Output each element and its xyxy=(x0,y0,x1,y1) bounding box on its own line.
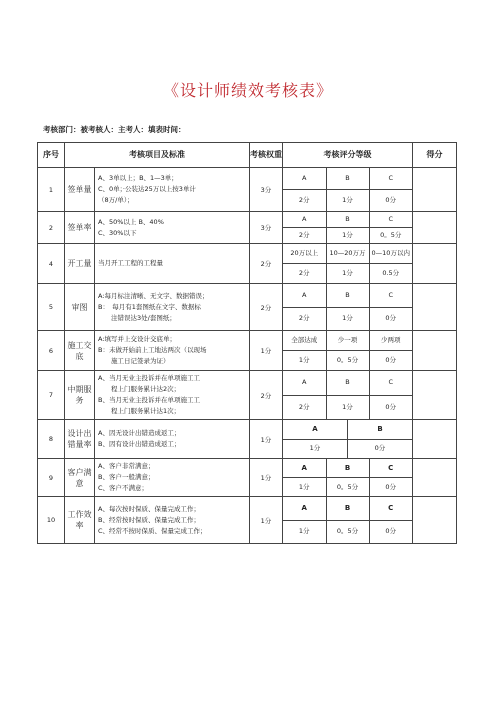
grade-level: B xyxy=(348,420,413,439)
assessment-table xyxy=(37,142,457,544)
standard-line: B： 每月有1套图纸在文字、数据标 xyxy=(98,302,201,311)
standard-line: 程上门服务累计达1次； xyxy=(98,407,181,415)
grade-level: A xyxy=(283,212,326,228)
item-standard xyxy=(95,168,250,212)
score-cell[interactable] xyxy=(413,420,457,459)
grade-points: 0分 xyxy=(369,395,412,419)
grade-points: 1分 xyxy=(326,307,369,330)
score-cell[interactable] xyxy=(413,371,457,420)
standard-line: C、30%以下 xyxy=(98,228,137,237)
row-number: 2 xyxy=(38,212,65,244)
grade-level: 全部达成 xyxy=(283,331,326,351)
item-weight: 2分 xyxy=(250,284,283,331)
table-row xyxy=(38,244,457,284)
item-standard xyxy=(95,371,250,420)
grade-level: 0—10万以内 xyxy=(369,244,412,264)
grade-points: 1分 xyxy=(326,190,369,212)
standard-line: A、客户非常满意； xyxy=(98,462,155,470)
item-name: 签单量 xyxy=(65,168,95,212)
standard-line: 程上门服务累计达2次； xyxy=(98,385,181,393)
item-name: 设计出错量率 xyxy=(65,420,95,459)
header-item: 考核项目及标准 xyxy=(65,143,250,168)
header-score: 得分 xyxy=(413,143,457,168)
grade-points-row xyxy=(283,351,412,371)
grade-points-row xyxy=(283,264,412,284)
item-standard xyxy=(95,497,250,544)
standard-line: B、因有设计出错造成返工； xyxy=(98,440,181,448)
item-weight: 2分 xyxy=(250,371,283,420)
standard-line: B：未做开始前上工地达两次（以现场 xyxy=(98,346,207,354)
grade-points: 1分 xyxy=(283,439,348,458)
standard-line: 注错误达3处/套图纸； xyxy=(98,313,176,322)
grade-level: B xyxy=(326,459,369,478)
grade-points-row xyxy=(283,439,412,458)
grade-points: 0分 xyxy=(369,190,412,212)
grade-cell xyxy=(283,497,413,544)
grade-points: 1分 xyxy=(326,228,369,244)
score-cell[interactable] xyxy=(413,459,457,497)
standard-line: A:填写并上交设计交底单； xyxy=(98,335,177,343)
item-standard xyxy=(95,244,250,284)
grade-level: A xyxy=(283,459,326,478)
item-name: 客户满意 xyxy=(65,459,95,497)
standard-line: 当月开工工程的工程量 xyxy=(98,259,163,267)
grade-points: 0。5分 xyxy=(326,478,369,497)
item-weight: 1分 xyxy=(250,420,283,459)
header-no: 序号 xyxy=(38,143,65,168)
score-cell[interactable] xyxy=(413,168,457,212)
table-row xyxy=(38,212,457,244)
header-grade: 考核评分等级 xyxy=(283,143,413,168)
grade-level-row xyxy=(283,244,412,264)
page-title: 《设计师绩效考核表》 xyxy=(162,81,333,100)
grade-level: B xyxy=(326,168,369,190)
standard-line: B、客户一般满意； xyxy=(98,473,155,481)
grade-points: 0.5分 xyxy=(369,264,412,284)
row-number: 7 xyxy=(38,371,65,420)
grade-level: A xyxy=(283,284,326,307)
grade-level-row xyxy=(283,284,412,307)
table-row xyxy=(38,371,457,420)
grade-points: 0分 xyxy=(369,520,412,543)
grade-cell xyxy=(283,371,413,420)
grade-points-row xyxy=(283,190,412,212)
table-row xyxy=(38,459,457,497)
standard-line: A、每次按时保质、保量完成工作； xyxy=(98,504,200,513)
standard-line: A、3单以上；B、1—3单； xyxy=(98,174,178,182)
grade-points: 0。5分 xyxy=(369,228,412,244)
grade-cell xyxy=(283,420,413,459)
table-row xyxy=(38,168,457,212)
row-number: 9 xyxy=(38,459,65,497)
standard-line: A:每月标注清晰、无文字、数据错误； xyxy=(98,291,209,300)
item-name: 工作效率 xyxy=(65,497,95,544)
item-standard xyxy=(95,284,250,331)
grade-points: 0分 xyxy=(369,307,412,330)
row-number: 4 xyxy=(38,244,65,284)
grade-points: 2分 xyxy=(283,307,326,330)
item-weight: 1分 xyxy=(250,331,283,371)
grade-points: 1分 xyxy=(326,264,369,284)
grade-levels xyxy=(283,244,412,283)
grade-level: B xyxy=(326,212,369,228)
grade-levels xyxy=(283,497,412,543)
grade-level: A xyxy=(283,371,326,395)
grade-points: 2分 xyxy=(283,190,326,212)
grade-level-row xyxy=(283,420,412,439)
grade-levels xyxy=(283,284,412,330)
score-cell[interactable] xyxy=(413,331,457,371)
grade-points: 1分 xyxy=(283,351,326,371)
grade-cell xyxy=(283,284,413,331)
table-body xyxy=(38,168,457,544)
item-standard xyxy=(95,212,250,244)
grade-points-row xyxy=(283,307,412,330)
item-name: 施工交底 xyxy=(65,331,95,371)
grade-cell xyxy=(283,459,413,497)
item-standard xyxy=(95,459,250,497)
grade-levels xyxy=(283,459,412,496)
grade-points: 0。5分 xyxy=(326,351,369,371)
standard-line: （8万/单）； xyxy=(98,196,134,204)
table-row xyxy=(38,284,457,331)
grade-points: 0分 xyxy=(369,351,412,371)
item-weight: 3分 xyxy=(250,212,283,244)
standard-line: C、0单；·公装达25万以上按3单计 xyxy=(98,185,196,193)
header-weight: 考核权重 xyxy=(250,143,283,168)
grade-points: 2分 xyxy=(283,228,326,244)
grade-points: 2分 xyxy=(283,264,326,284)
row-number: 1 xyxy=(38,168,65,212)
standard-line: C、客户不满意； xyxy=(98,484,149,492)
grade-points-row xyxy=(283,520,412,543)
grade-points: 0分 xyxy=(348,439,413,458)
standard-line: B、经常按时保质、保量完成工作； xyxy=(98,515,200,524)
item-name: 审图 xyxy=(65,284,95,331)
score-cell[interactable] xyxy=(413,244,457,284)
grade-points-row xyxy=(283,478,412,497)
standard-line: A、当月无业主投诉并在单项施工工 xyxy=(98,374,200,382)
grade-level: 少两项 xyxy=(369,331,412,351)
table-row xyxy=(38,331,457,371)
grade-cell xyxy=(283,331,413,371)
standard-line: A、因无设计出错造成返工； xyxy=(98,429,181,437)
item-standard xyxy=(95,331,250,371)
standard-line: C、经常不按时保质、保量完成工作； xyxy=(98,526,207,535)
table-row xyxy=(38,497,457,544)
grade-level-row xyxy=(283,371,412,395)
grade-level: B xyxy=(326,284,369,307)
grade-level: 10—20万万 xyxy=(326,244,369,264)
grade-levels xyxy=(283,212,412,243)
grade-level: C xyxy=(369,212,412,228)
grade-level: C xyxy=(369,497,412,520)
standard-line: 施工日记签录为证） xyxy=(98,357,170,365)
grade-level: C xyxy=(369,459,412,478)
standard-line: B、当月无业主投诉并在单项施工工 xyxy=(98,396,200,404)
table-header-row xyxy=(38,143,457,168)
grade-level: 20万以上 xyxy=(283,244,326,264)
grade-level-row xyxy=(283,168,412,190)
grade-level-row xyxy=(283,497,412,520)
item-weight: 1分 xyxy=(250,497,283,544)
grade-cell xyxy=(283,168,413,212)
grade-level: A xyxy=(283,168,326,190)
standard-line: A、50%以上 B、40% xyxy=(98,217,164,226)
grade-points-row xyxy=(283,395,412,419)
grade-level: 少一项 xyxy=(326,331,369,351)
item-name: 签单率 xyxy=(65,212,95,244)
grade-levels xyxy=(283,331,412,370)
grade-level: C xyxy=(369,371,412,395)
item-weight: 3分 xyxy=(250,168,283,212)
grade-levels xyxy=(283,420,412,458)
row-number: 8 xyxy=(38,420,65,459)
grade-points: 0分 xyxy=(369,478,412,497)
score-cell[interactable] xyxy=(413,284,457,331)
grade-cell xyxy=(283,244,413,284)
grade-level: C xyxy=(369,284,412,307)
score-cell[interactable] xyxy=(413,212,457,244)
score-cell[interactable] xyxy=(413,497,457,544)
grade-level: C xyxy=(369,168,412,190)
item-weight: 2分 xyxy=(250,244,283,284)
grade-points: 1分 xyxy=(283,478,326,497)
grade-level-row xyxy=(283,459,412,478)
row-number: 10 xyxy=(38,497,65,544)
table-row xyxy=(38,420,457,459)
grade-level: A xyxy=(283,497,326,520)
grade-levels xyxy=(283,168,412,211)
grade-level-row xyxy=(283,331,412,351)
grade-points: 0。5分 xyxy=(326,520,369,543)
grade-level-row xyxy=(283,212,412,228)
item-name: 中期服务 xyxy=(65,371,95,420)
grade-points: 1分 xyxy=(283,520,326,543)
grade-points: 2分 xyxy=(283,395,326,419)
grade-points: 1分 xyxy=(326,395,369,419)
row-number: 6 xyxy=(38,331,65,371)
grade-points-row xyxy=(283,228,412,244)
grade-level: B xyxy=(326,497,369,520)
form-meta-line: 考核部门：被考核人：主考人：填表时间： xyxy=(43,125,186,134)
grade-cell xyxy=(283,212,413,244)
row-number: 5 xyxy=(38,284,65,331)
grade-levels xyxy=(283,371,412,419)
item-weight: 1分 xyxy=(250,459,283,497)
item-standard xyxy=(95,420,250,459)
grade-level: A xyxy=(283,420,348,439)
grade-level: B xyxy=(326,371,369,395)
item-name: 开工量 xyxy=(65,244,95,284)
